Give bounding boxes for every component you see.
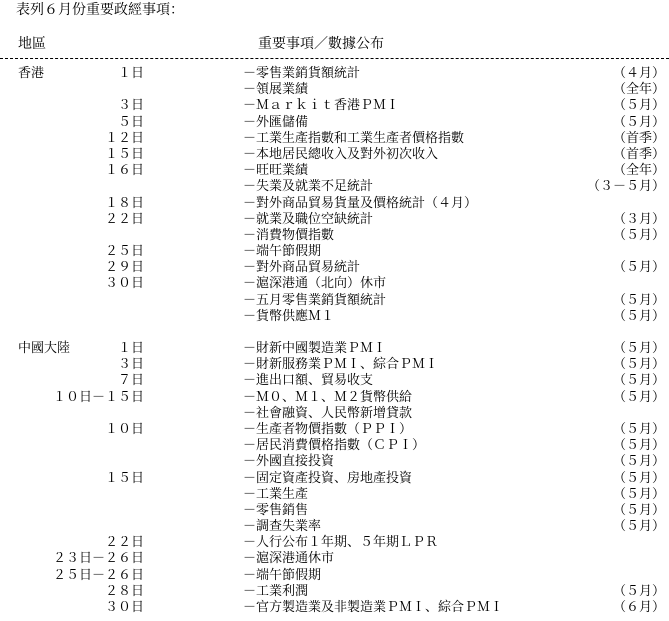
section-mainland-china bbox=[0, 341, 669, 616]
schedule-row bbox=[0, 82, 669, 98]
schedule-row bbox=[0, 163, 669, 179]
event-period: （５月） bbox=[612, 389, 665, 405]
section-hong-kong bbox=[0, 66, 669, 325]
event-description: －就業及職位空缺統計 bbox=[243, 211, 374, 227]
event-period: （全年） bbox=[612, 163, 665, 179]
event-description: －官方製造業及非製造業ＰＭＩ、綜合ＰＭＩ bbox=[243, 600, 504, 615]
event-description: －領展業績 bbox=[243, 82, 309, 98]
event-date: ２２日 bbox=[104, 211, 144, 227]
event-period: （首季） bbox=[612, 130, 665, 146]
schedule-row bbox=[0, 568, 669, 584]
event-date: ２５日－２６日 bbox=[52, 567, 144, 583]
region-label: 中國大陸 bbox=[18, 341, 71, 356]
event-description: －失業及就業不足統計 bbox=[243, 179, 374, 195]
schedule-row bbox=[0, 179, 669, 195]
event-period: （全年） bbox=[612, 82, 665, 98]
schedule-row bbox=[0, 147, 669, 163]
event-description: －端午節假期 bbox=[243, 567, 322, 583]
event-period: （５月） bbox=[612, 438, 665, 454]
schedule-row bbox=[0, 471, 669, 487]
event-description: －工業生產指數和工業生產者價格指數 bbox=[243, 130, 465, 146]
schedule-row bbox=[0, 438, 669, 454]
schedule-row bbox=[0, 535, 669, 551]
event-description: －對外商品貿易貨量及價格統計（４月） bbox=[243, 195, 478, 211]
event-period: （５月） bbox=[612, 486, 665, 502]
event-description: －財新服務業ＰＭＩ、綜合ＰＭＩ bbox=[243, 357, 439, 373]
event-period: （５月） bbox=[612, 454, 665, 470]
event-date: ３日 bbox=[117, 98, 144, 114]
event-description: －社會融資、人民幣新增貸款 bbox=[243, 405, 413, 421]
event-date: １０日 bbox=[104, 421, 144, 437]
schedule-row bbox=[0, 244, 669, 260]
schedule-row bbox=[0, 341, 669, 357]
event-period: （５月） bbox=[612, 227, 665, 243]
event-description: －零售業銷貨額統計 bbox=[243, 66, 361, 81]
event-description: －Ｍａｒｋｉｔ香港ＰＭＩ bbox=[243, 98, 400, 114]
event-period: （５月） bbox=[612, 292, 665, 308]
schedule-row bbox=[0, 584, 669, 600]
schedule-row bbox=[0, 98, 669, 114]
event-period: （５月） bbox=[612, 470, 665, 486]
event-description: －滬深港通（北向）休市 bbox=[243, 276, 387, 292]
event-period: （５月） bbox=[612, 519, 665, 535]
event-description: －進出口額、貿易收支 bbox=[243, 373, 374, 389]
event-date: １８日 bbox=[104, 195, 144, 211]
event-period: （５月） bbox=[612, 583, 665, 599]
schedule-row bbox=[0, 260, 669, 276]
page-title: 表列６月份重要政經事項： bbox=[16, 2, 184, 18]
schedule-row bbox=[0, 196, 669, 212]
event-description: －旺旺業績 bbox=[243, 163, 309, 179]
event-date: ３日 bbox=[117, 357, 144, 373]
event-date: ５日 bbox=[117, 114, 144, 130]
event-period: （４月） bbox=[612, 66, 665, 81]
event-description: －外國直接投資 bbox=[243, 454, 335, 470]
event-date: ２５日 bbox=[104, 244, 144, 260]
event-period: （５月） bbox=[612, 114, 665, 130]
event-description: －財新中國製造業ＰＭＩ bbox=[243, 341, 387, 356]
event-description: －工業生產 bbox=[243, 486, 309, 502]
event-description: －工業利潤 bbox=[243, 583, 309, 599]
schedule-row bbox=[0, 503, 669, 519]
event-date: １２日 bbox=[104, 130, 144, 146]
region-label: 香港 bbox=[18, 66, 45, 81]
schedule-row bbox=[0, 454, 669, 470]
schedule-row bbox=[0, 293, 669, 309]
event-description: －生產者物價指數（ＰＰＩ） bbox=[243, 421, 413, 437]
event-description: －零售銷售 bbox=[243, 502, 309, 518]
event-date: １日 bbox=[117, 341, 144, 356]
schedule-row bbox=[0, 228, 669, 244]
event-description: －Ｍ０、Ｍ１、Ｍ２貨幣供給 bbox=[243, 389, 413, 405]
schedule-row bbox=[0, 373, 669, 389]
event-date: １５日 bbox=[104, 146, 144, 162]
schedule-row bbox=[0, 406, 669, 422]
schedule-row bbox=[0, 212, 669, 228]
schedule-row bbox=[0, 309, 669, 325]
schedule-row bbox=[0, 551, 669, 567]
schedule-row bbox=[0, 66, 669, 82]
event-date: １０日－１５日 bbox=[52, 389, 144, 405]
event-description: －消費物價指數 bbox=[243, 227, 335, 243]
schedule-row bbox=[0, 390, 669, 406]
schedule-row bbox=[0, 276, 669, 292]
event-date: ２８日 bbox=[104, 583, 144, 599]
schedule-row bbox=[0, 422, 669, 438]
event-date: ３０日 bbox=[104, 600, 144, 615]
event-description: －外匯儲備 bbox=[243, 114, 309, 130]
event-period: （５月） bbox=[612, 357, 665, 373]
event-date: ２３日－２６日 bbox=[52, 551, 144, 567]
schedule-row bbox=[0, 115, 669, 131]
event-date: ２２日 bbox=[104, 535, 144, 551]
schedule-row bbox=[0, 487, 669, 503]
event-period: （５月） bbox=[612, 98, 665, 114]
event-period: （３月） bbox=[612, 211, 665, 227]
event-description: －滬深港通休市 bbox=[243, 551, 335, 567]
schedule-row bbox=[0, 519, 669, 535]
event-description: －對外商品貿易統計 bbox=[243, 260, 361, 276]
event-period: （６月） bbox=[612, 600, 665, 615]
event-description: －人行公布１年期、５年期ＬＰＲ bbox=[243, 535, 439, 551]
event-date: ２９日 bbox=[104, 260, 144, 276]
event-date: １日 bbox=[117, 66, 144, 81]
event-date: ７日 bbox=[117, 373, 144, 389]
event-period: （５月） bbox=[612, 502, 665, 518]
schedule-row bbox=[0, 131, 669, 147]
event-period: （５月） bbox=[612, 373, 665, 389]
header-divider bbox=[0, 58, 669, 59]
event-description: －端午節假期 bbox=[243, 244, 322, 260]
schedule-table bbox=[0, 66, 669, 616]
event-period: （首季） bbox=[612, 146, 665, 162]
event-period: （３－５月） bbox=[586, 179, 665, 195]
event-period: （５月） bbox=[612, 421, 665, 437]
items-column-header: 重要事項／數據公布 bbox=[258, 36, 384, 52]
event-date: １５日 bbox=[104, 470, 144, 486]
schedule-row bbox=[0, 600, 669, 616]
event-period: （５月） bbox=[612, 308, 665, 324]
event-period: （５月） bbox=[612, 341, 665, 356]
event-date: ３０日 bbox=[104, 276, 144, 292]
event-description: －居民消費價格指數（ＣＰＩ） bbox=[243, 438, 426, 454]
region-column-header: 地區 bbox=[18, 36, 46, 52]
event-description: －調查失業率 bbox=[243, 519, 322, 535]
event-description: －五月零售業銷貨額統計 bbox=[243, 292, 387, 308]
event-description: －固定資產投資、房地產投資 bbox=[243, 470, 413, 486]
event-date: １６日 bbox=[104, 163, 144, 179]
event-period: （５月） bbox=[612, 260, 665, 276]
event-description: －本地居民總收入及對外初次收入 bbox=[243, 146, 439, 162]
event-description: －貨幣供應Ｍ１ bbox=[243, 308, 335, 324]
schedule-row bbox=[0, 357, 669, 373]
